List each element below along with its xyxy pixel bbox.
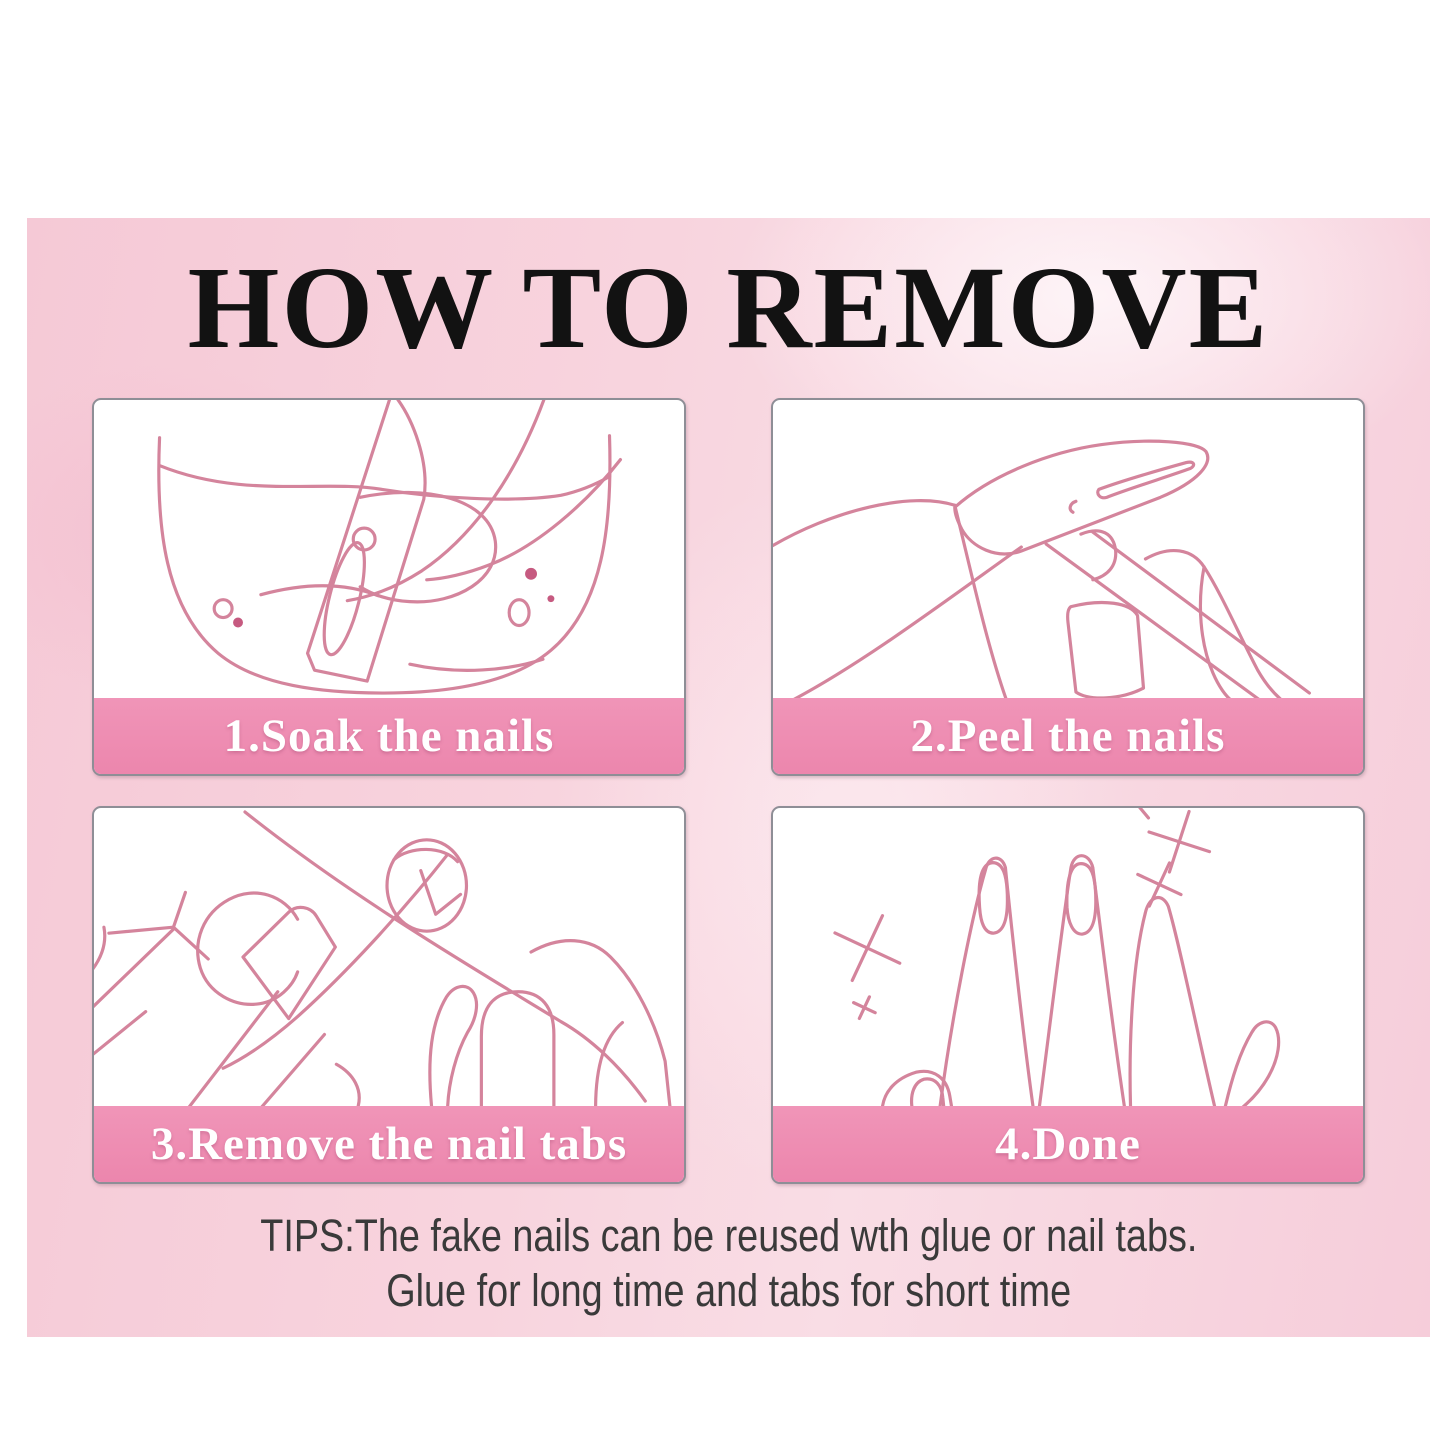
step-caption-banner [94, 1106, 684, 1182]
peel-illustration-svg [773, 400, 1363, 698]
soaking-nail [308, 400, 425, 681]
remove-tabs-illustration-svg [94, 808, 684, 1106]
step-caption-banner [773, 698, 1363, 774]
dipped-finger [347, 400, 620, 602]
soak-illustration-svg [94, 400, 684, 698]
step-caption-banner [773, 1106, 1363, 1182]
holding-finger-with-nail [188, 893, 359, 1106]
tips-line-2: Glue for long time and tabs for short time [386, 1265, 1071, 1316]
soak-nails-in-bowl-illustration [94, 400, 684, 698]
step-label-3: 3.Remove the nail tabs [150, 1118, 628, 1170]
steps-grid [92, 398, 1365, 1184]
left-hand-lines [94, 892, 208, 1058]
step-card-1 [92, 398, 686, 776]
page-title: HOW TO REMOVE [187, 242, 1270, 373]
hand-outline [773, 501, 1021, 698]
pink-background-panel [27, 218, 1430, 1337]
step-label-1: 1.Soak the nails [223, 710, 555, 762]
step-caption-banner [94, 698, 684, 774]
done-illustration-svg [773, 808, 1363, 1106]
remove-nail-tab-fingers-illustration [94, 808, 684, 1106]
step-card-3 [92, 806, 686, 1184]
nail-tab-being-peeled [223, 812, 645, 1101]
step-label-4: 4.Done [995, 1118, 1141, 1170]
hand-with-sparkling-nails-illustration [773, 808, 1363, 1106]
fake-nail-plate [955, 441, 1208, 554]
hand-fingers [882, 856, 1278, 1106]
cuticle-stick [1046, 531, 1309, 698]
step-label-2: 2.Peel the nails [910, 710, 1226, 762]
step-card-2 [771, 398, 1365, 776]
step-card-4 [771, 806, 1365, 1184]
finger-with-nail-bed [1068, 551, 1282, 698]
bubbles [214, 568, 554, 670]
peel-nail-with-stick-illustration [773, 400, 1363, 698]
tips-text [27, 1208, 1430, 1318]
tips-line-1: TIPS:The fake nails can be reused wth glue or nail tabs. [259, 1210, 1198, 1261]
bowl-outline [159, 436, 610, 693]
